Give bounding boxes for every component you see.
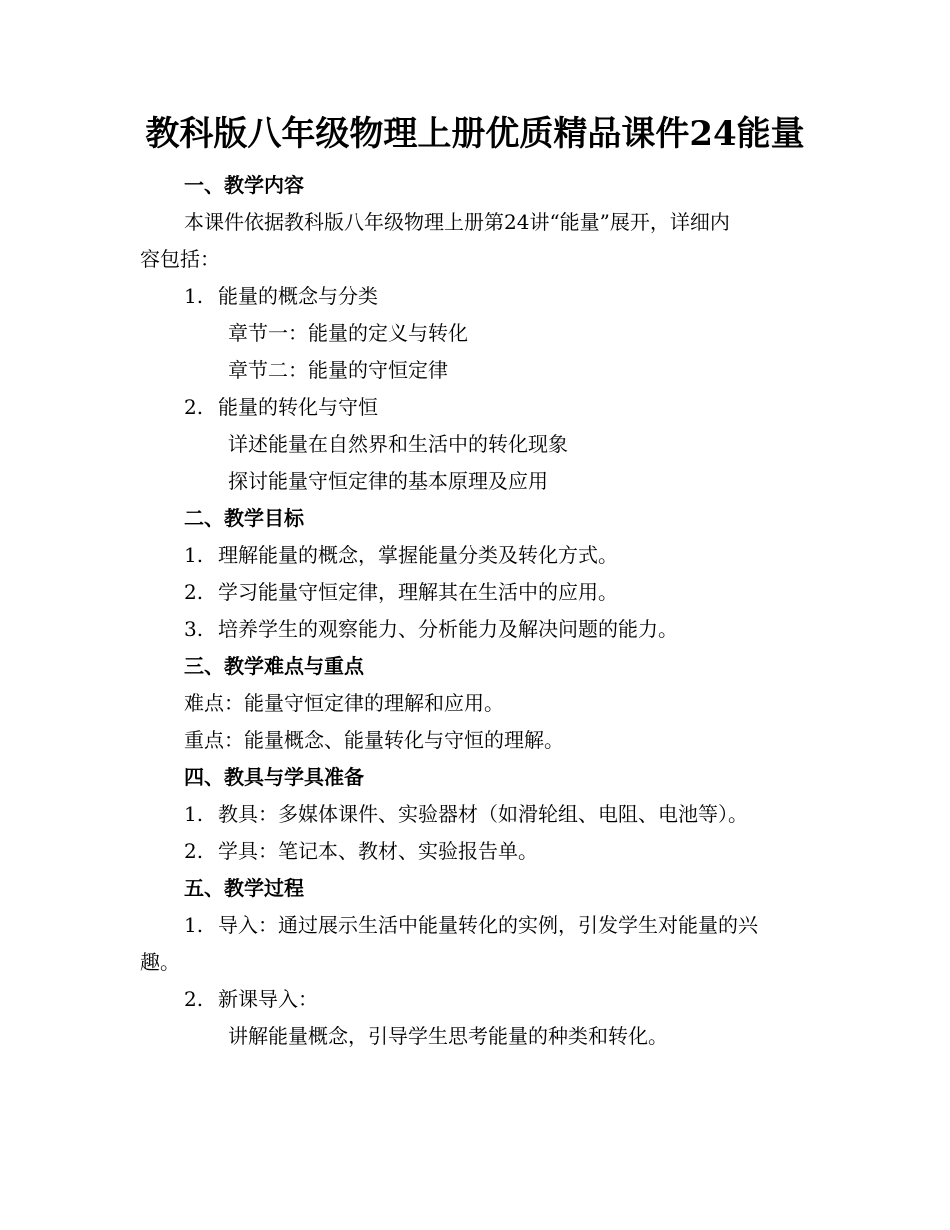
list-number: 1. bbox=[184, 913, 204, 937]
list-text: 学具：笔记本、教材、实验报告单。 bbox=[218, 839, 538, 863]
section-heading-process: 五、教学过程 bbox=[184, 876, 304, 900]
list-number: 1. bbox=[184, 543, 204, 567]
section-heading-teaching-goals: 二、教学目标 bbox=[184, 506, 304, 530]
list-item bbox=[184, 800, 748, 828]
section-heading-teaching-content: 一、教学内容 bbox=[184, 173, 304, 197]
list-item bbox=[184, 541, 618, 569]
list-text: 导入：通过展示生活中能量转化的实例，引发学生对能量的兴 bbox=[218, 913, 758, 937]
sub-list-item: 讲解能量概念，引导学生思考能量的种类和转化。 bbox=[228, 1024, 668, 1048]
list-number: 2. bbox=[184, 987, 204, 1011]
sub-list-item: 详述能量在自然界和生活中的转化现象 bbox=[228, 432, 568, 456]
sub-list-item: 章节一：能量的定义与转化 bbox=[228, 321, 468, 345]
list-item bbox=[184, 393, 378, 421]
list-item bbox=[184, 578, 618, 606]
list-text: 教具：多媒体课件、实验器材（如滑轮组、电阻、电池等）。 bbox=[218, 802, 748, 826]
list-text: 新课导入： bbox=[218, 987, 318, 1011]
list-number: 2. bbox=[184, 395, 204, 419]
paragraph-key-point: 重点：能量概念、能量转化与守恒的理解。 bbox=[184, 728, 564, 752]
list-number: 3. bbox=[184, 617, 204, 641]
document-title: 教科版八年级物理上册优质精品课件24能量 bbox=[145, 114, 805, 154]
list-number: 1. bbox=[184, 802, 204, 826]
list-text: 能量的转化与守恒 bbox=[218, 395, 378, 419]
list-item bbox=[184, 837, 538, 865]
sub-list-item: 探讨能量守恒定律的基本原理及应用 bbox=[228, 469, 548, 493]
paragraph-difficulty: 难点：能量守恒定律的理解和应用。 bbox=[184, 691, 504, 715]
list-item bbox=[184, 282, 378, 310]
list-text: 学习能量守恒定律，理解其在生活中的应用。 bbox=[218, 580, 618, 604]
list-item-continuation: 趣。 bbox=[140, 950, 180, 974]
section-heading-materials: 四、教具与学具准备 bbox=[184, 765, 364, 789]
list-number: 2. bbox=[184, 839, 204, 863]
list-number: 2. bbox=[184, 580, 204, 604]
list-number: 1. bbox=[184, 284, 204, 308]
list-text: 能量的概念与分类 bbox=[218, 284, 378, 308]
list-item bbox=[184, 985, 318, 1013]
section-heading-difficulties: 三、教学难点与重点 bbox=[184, 654, 364, 678]
list-item bbox=[184, 911, 758, 939]
list-text: 培养学生的观察能力、分析能力及解决问题的能力。 bbox=[218, 617, 678, 641]
paragraph-intro-continuation: 容包括： bbox=[140, 247, 220, 271]
sub-list-item: 章节二：能量的守恒定律 bbox=[228, 358, 448, 382]
paragraph-intro-line: 本课件依据教科版八年级物理上册第24讲“能量”展开，详细内 bbox=[184, 210, 730, 234]
list-text: 理解能量的概念，掌握能量分类及转化方式。 bbox=[218, 543, 618, 567]
list-item bbox=[184, 615, 678, 643]
